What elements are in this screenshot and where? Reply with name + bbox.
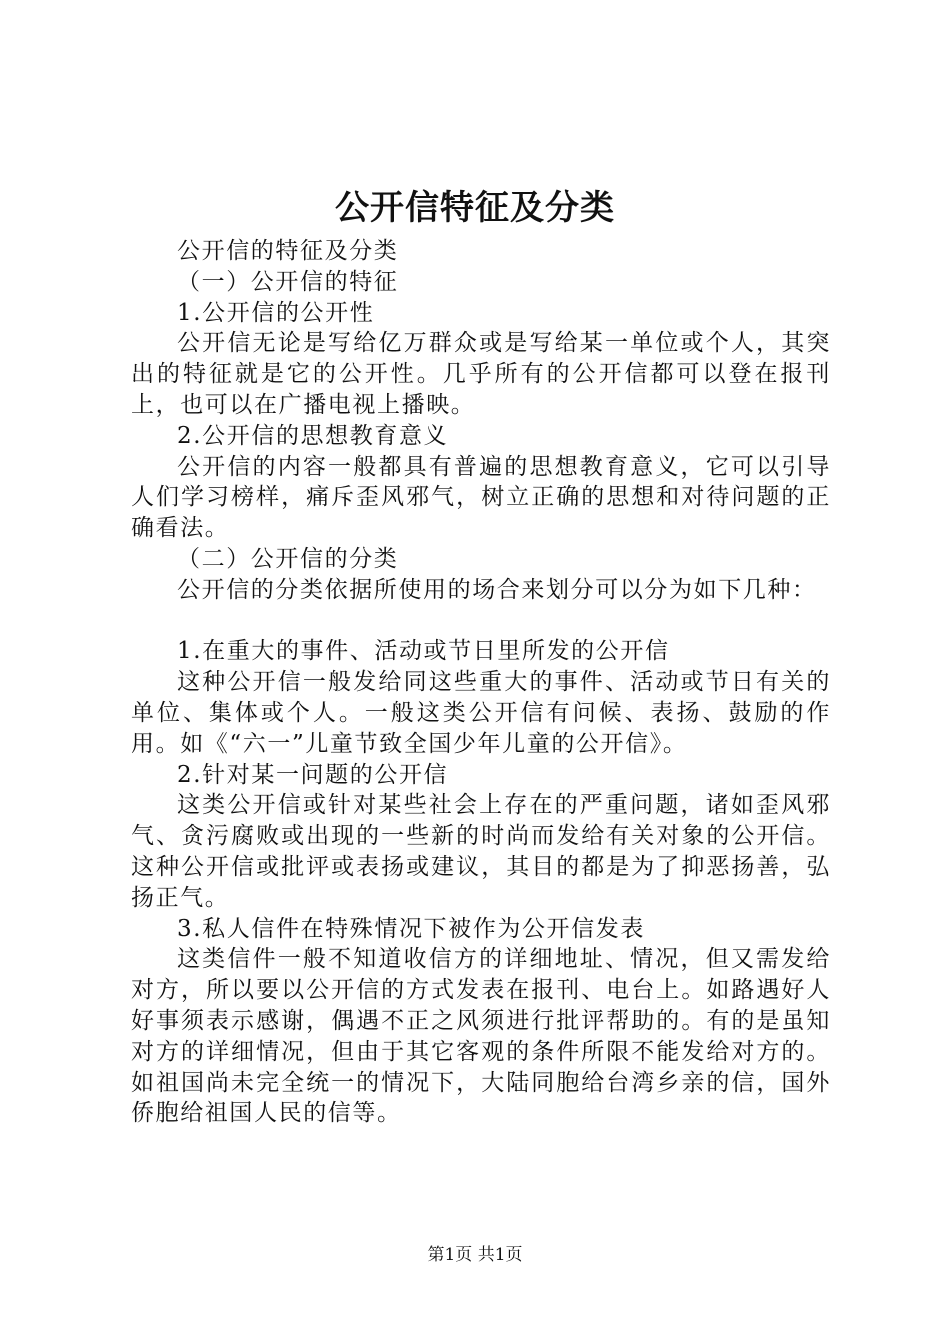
paragraph: 3.私人信件在特殊情况下被作为公开信发表 — [177, 915, 645, 942]
paragraph: 公开信的内容一般都具有普遍的思想教育意义，它可以引导人们学习榜样，痛斥歪风邪气，树立正确的思想和对待问题的正确看法。 — [131, 453, 831, 542]
paragraph: 这类公开信或针对某些社会上存在的严重问题，诸如歪风邪气、贪污腐败或出现的一些新的时尚而发给有关对象的公开信。这种公开信或批评或表扬或建议，其目的都是为了抑恶扬善，弘扬正气。 — [131, 792, 831, 911]
paragraph: （二）公开信的分类 — [177, 545, 399, 572]
paragraph: 2.公开信的思想教育意义 — [177, 422, 449, 449]
page-footer: 第1页 共1页 — [427, 1245, 523, 1265]
paragraph: 这类信件一般不知道收信方的详细地址、情况，但又需发给对方，所以要以公开信的方式发表在报刊、电台上。如路遇好人好事须表示感谢，偶遇不正之风须进行批评帮助的。有的是虽知对方的详细情况，但由于其它客观的条件所限不能发给对方的。如祖国尚未完全统一的情况下，大陆同胞给台湾乡亲的信，国外侨胞给祖国人民的信等。 — [131, 946, 831, 1127]
document-body — [131, 236, 831, 1129]
page-title: 公开信特征及分类 — [335, 188, 615, 228]
paragraph: 公开信的特征及分类 — [177, 238, 399, 264]
paragraph: 公开信的分类依据所使用的场合来划分可以分为如下几种： — [177, 576, 817, 603]
paragraph: 这种公开信一般发给同这些重大的事件、活动或节日有关的单位、集体或个人。一般这类公开信有问候、表扬、鼓励的作用。如《“六一”儿童节致全国少年儿童的公开信》。 — [131, 669, 831, 757]
paragraph: 2.针对某一问题的公开信 — [177, 761, 449, 788]
paragraph: （一）公开信的特征 — [177, 268, 399, 295]
paragraph: 1.在重大的事件、活动或节日里所发的公开信 — [177, 638, 670, 665]
paragraph: 1.公开信的公开性 — [177, 299, 375, 326]
blank-line — [131, 606, 831, 637]
paragraph: 公开信无论是写给亿万群众或是写给某一单位或个人，其突出的特征就是它的公开性。几乎所有的公开信都可以登在报刊上，也可以在广播电视上播映。 — [131, 330, 831, 418]
